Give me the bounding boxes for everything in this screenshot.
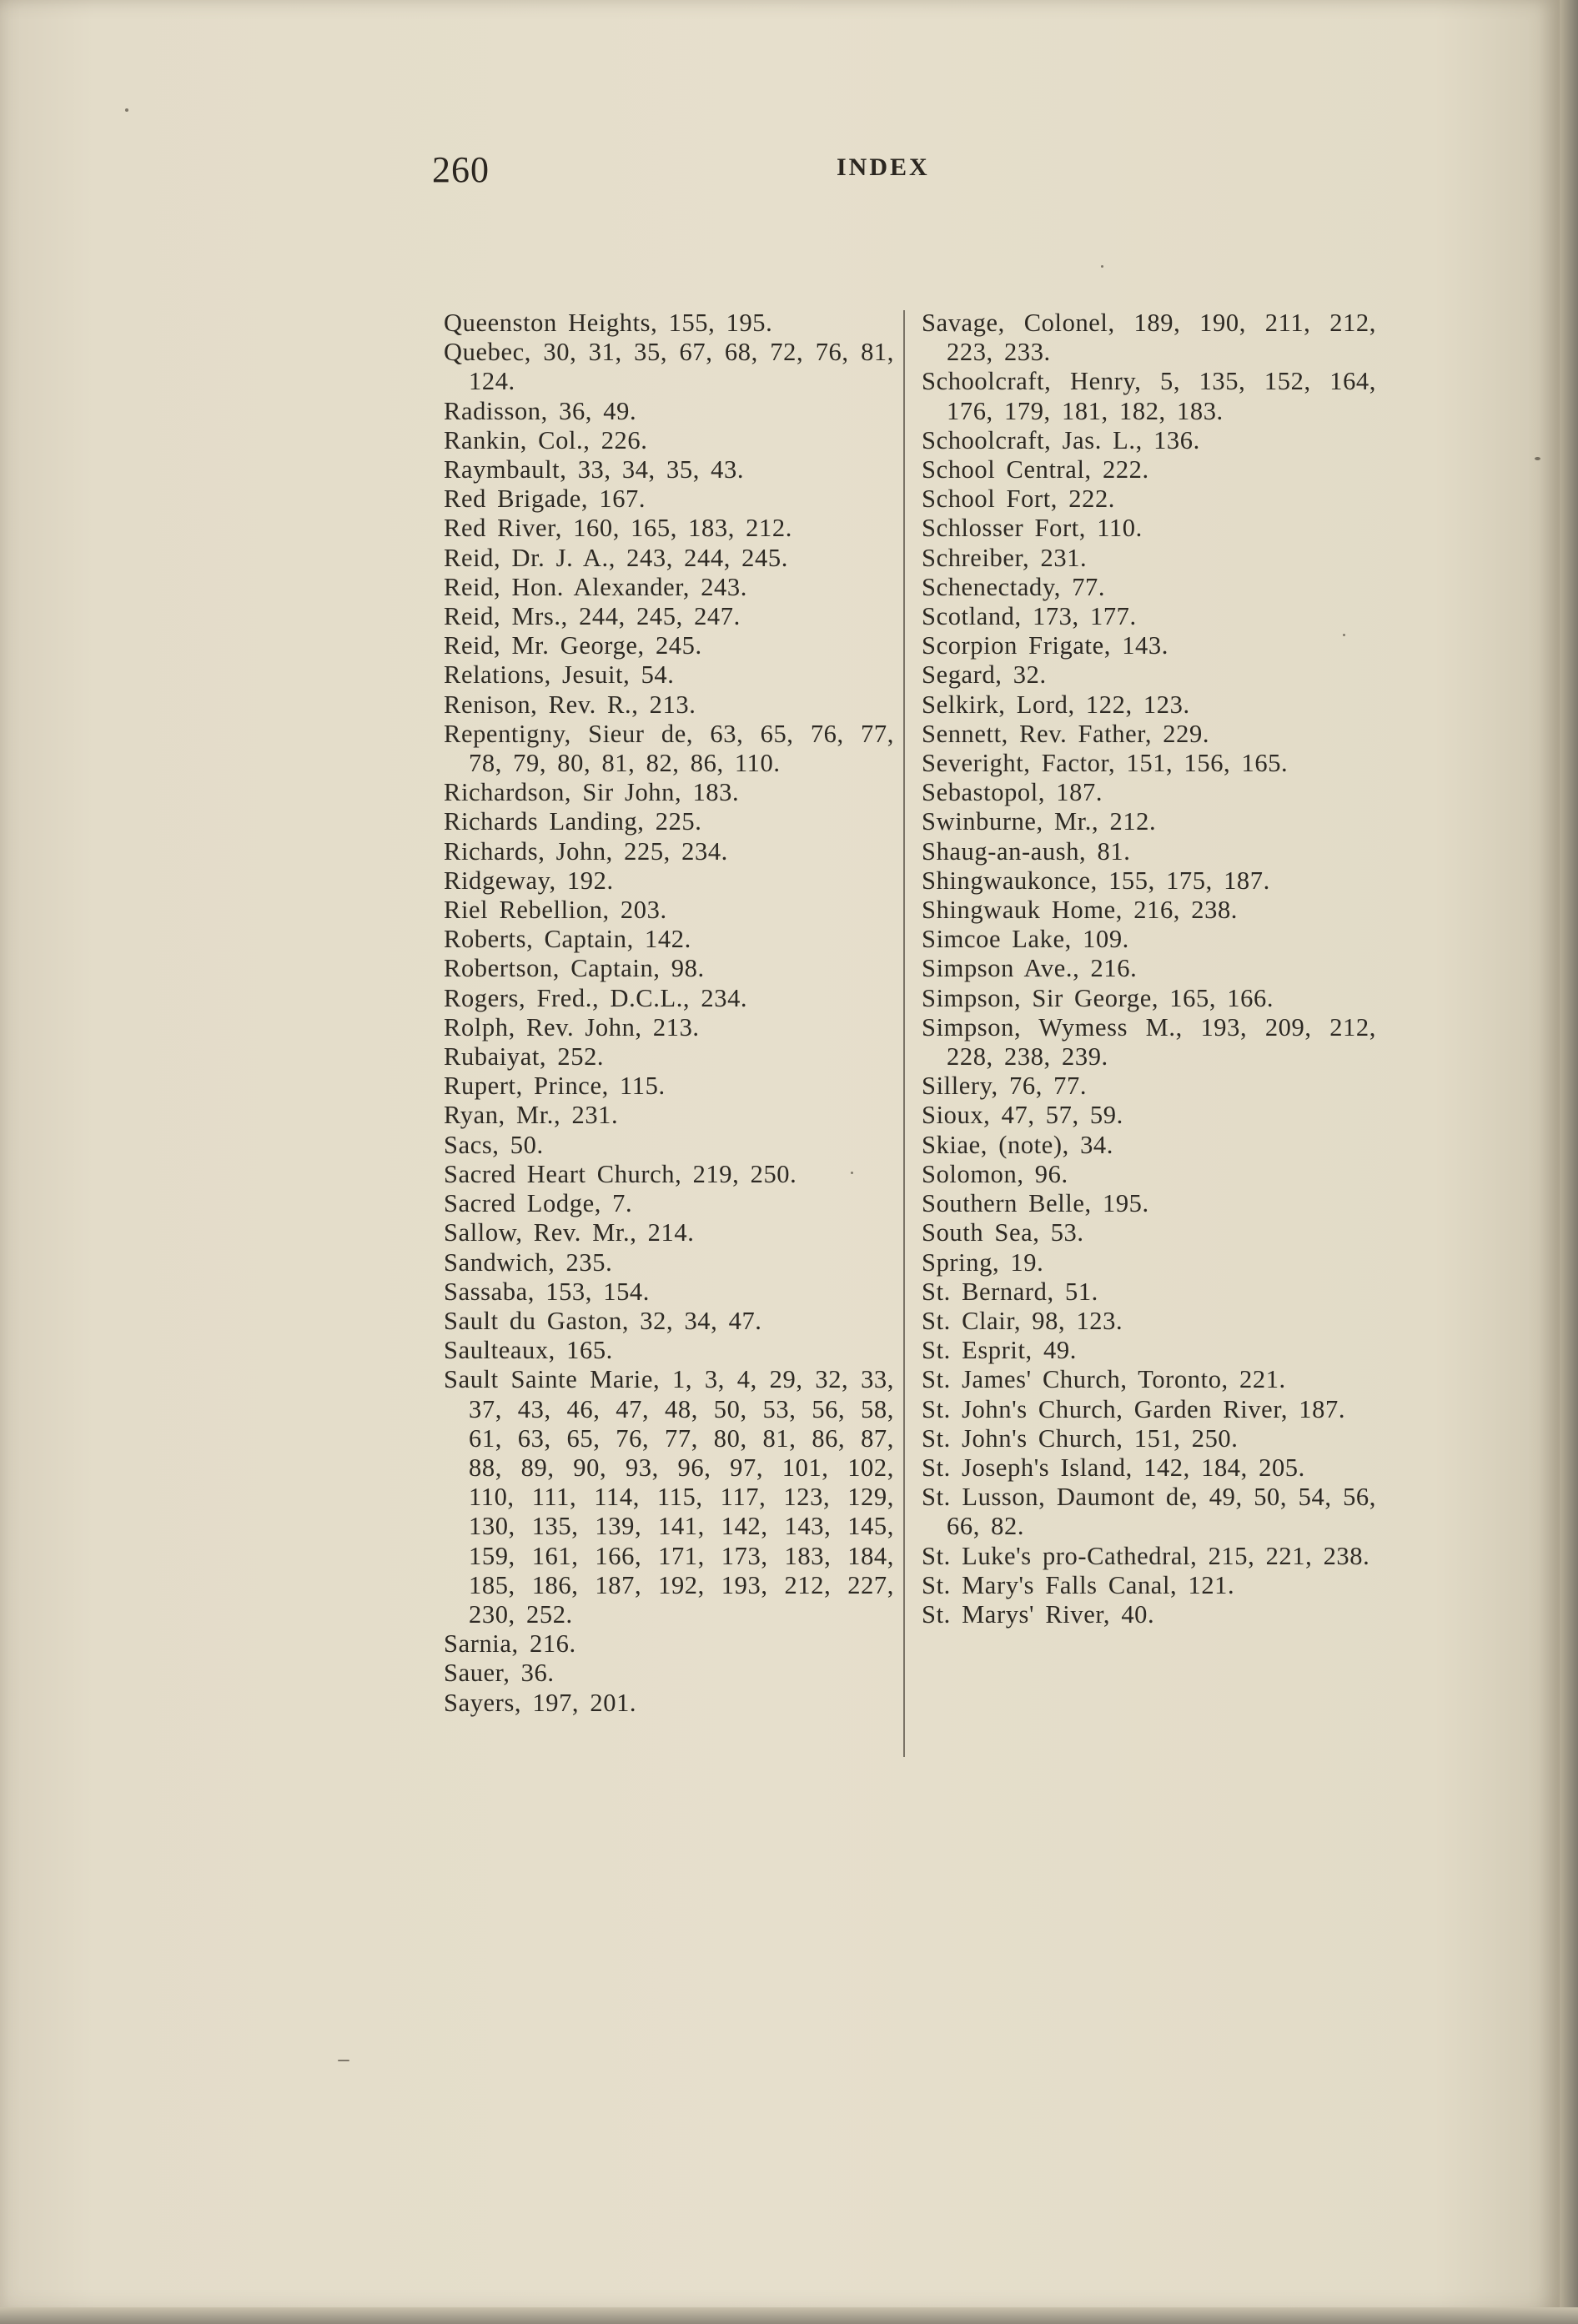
index-entry: Simcoe Lake, 109. [922, 925, 1129, 954]
index-entry: Sayers, 197, 201. [444, 1688, 637, 1717]
index-entry: Repentigny, Sieur de, 63, 65, 76, 77, 78, 79, 80, 81, 82, 86, 110. [444, 719, 894, 778]
index-entry: Ridgeway, 192. [444, 866, 614, 895]
index-entry: Sebastopol, 187. [922, 778, 1103, 807]
index-entry: Richardson, Sir John, 183. [444, 778, 740, 807]
index-entry: School Fort, 222. [922, 484, 1116, 514]
index-entry: Raymbault, 33, 34, 35, 43. [444, 455, 745, 484]
index-entry: Queenston Heights, 155, 195. [444, 309, 773, 337]
index-entry: St. Esprit, 49. [922, 1336, 1077, 1365]
index-entry: Sallow, Rev. Mr., 214. [444, 1218, 695, 1247]
index-entry: Sandwich, 235. [444, 1247, 613, 1277]
index-column-left [444, 309, 894, 1718]
index-entry: Sault Sainte Marie, 1, 3, 4, 29, 32, 33, 37, 43, 46, 47, 48, 50, 53, 56, 58, 61, 63, 65, 76, 77, 80, 81, 86, 87, 88, 89, 90, 93, 96, 97, 101, 102, 110, 111, 114, 115, 117, 123, 129, 130, 135, 139, 141, 142, 143, 145, 159, 161, 166, 171, 173, 183, 184, 185, 186, 187, 192, 193, 212, 227, 230, 252. [444, 1365, 894, 1629]
index-entry: Skiae, (note), 34. [922, 1130, 1114, 1159]
index-entry: St. Lusson, Daumont de, 49, 50, 54, 56, 66, 82. [922, 1483, 1376, 1541]
index-entry: Sacs, 50. [444, 1130, 544, 1159]
index-entry: St. Clair, 98, 123. [922, 1306, 1123, 1335]
index-entry: Sillery, 76, 77. [922, 1072, 1088, 1101]
index-entry: Solomon, 96. [922, 1159, 1068, 1188]
index-entry: Ryan, Mr., 231. [444, 1101, 619, 1130]
index-entry: Reid, Hon. Alexander, 243. [444, 572, 747, 601]
index-entry: Rogers, Fred., D.C.L., 234. [444, 983, 748, 1012]
index-entry: Sault du Gaston, 32, 34, 47. [444, 1306, 762, 1335]
index-entry: Schenectady, 77. [922, 572, 1106, 601]
index-entry: Severight, Factor, 151, 156, 165. [922, 749, 1289, 778]
index-entry: Schoolcraft, Henry, 5, 135, 152, 164, 176, 179, 181, 182, 183. [922, 367, 1376, 425]
index-entry: Rankin, Col., 226. [444, 425, 648, 454]
index-entry: School Central, 222. [922, 455, 1149, 484]
index-entry: Sennett, Rev. Father, 229. [922, 719, 1210, 748]
index-entry: St. John's Church, Garden River, 187. [922, 1394, 1346, 1423]
index-entry: St. Marys' River, 40. [922, 1599, 1155, 1629]
index-entry: Saulteaux, 165. [444, 1336, 613, 1365]
page-header [0, 148, 1560, 198]
index-entry: Schlosser Fort, 110. [922, 514, 1143, 543]
index-entry: Radisson, 36, 49. [444, 396, 637, 425]
index-column-right [922, 309, 1376, 1629]
running-head: INDEX [837, 153, 930, 181]
index-entry: St. Bernard, 51. [922, 1277, 1098, 1306]
index-entry: Segard, 32. [922, 660, 1047, 690]
index-entry: St. Mary's Falls Canal, 121. [922, 1570, 1235, 1599]
index-entry: Simpson Ave., 216. [922, 954, 1138, 983]
index-entry: Reid, Dr. J. A., 243, 244, 245. [444, 543, 788, 572]
paper-speck [1535, 457, 1540, 460]
index-entry: Schreiber, 231. [922, 543, 1088, 572]
index-entry: Scorpion Frigate, 143. [922, 631, 1168, 660]
index-entry: Quebec, 30, 31, 35, 67, 68, 72, 76, 81, 124. [444, 338, 894, 396]
index-entry: Savage, Colonel, 189, 190, 211, 212, 223, 233. [922, 309, 1376, 367]
index-entry: Rolph, Rev. John, 213. [444, 1012, 700, 1042]
index-entry: Shingwauk Home, 216, 238. [922, 896, 1239, 925]
index-entry: Roberts, Captain, 142. [444, 925, 691, 954]
index-entry: Red River, 160, 165, 183, 212. [444, 514, 792, 543]
index-entry: Schoolcraft, Jas. L., 136. [922, 425, 1200, 454]
index-entry: Sacred Heart Church, 219, 250. [444, 1159, 797, 1188]
index-entry: Sassaba, 153, 154. [444, 1277, 650, 1306]
column-divider [903, 310, 905, 1757]
page-bottom-edge [0, 2307, 1578, 2324]
index-entry: Riel Rebellion, 203. [444, 896, 667, 925]
index-entry: Spring, 19. [922, 1247, 1044, 1277]
paper-speck [1101, 265, 1103, 268]
index-entry: St. Luke's pro-Cathedral, 215, 221, 238. [922, 1541, 1370, 1570]
index-entry: Simpson, Wymess M., 193, 209, 212, 228, 238, 239. [922, 1012, 1376, 1072]
index-entry: Robertson, Captain, 98. [444, 954, 705, 983]
index-entry: Shingwaukonce, 155, 175, 187. [922, 866, 1270, 895]
index-entry: Sarnia, 216. [444, 1629, 576, 1659]
index-entry: Relations, Jesuit, 54. [444, 660, 675, 690]
paper-speck [338, 2060, 349, 2061]
index-entry: Sauer, 36. [444, 1659, 555, 1688]
index-entry: Southern Belle, 195. [922, 1189, 1149, 1218]
index-entry: St. James' Church, Toronto, 221. [922, 1365, 1286, 1394]
index-entry: Simpson, Sir George, 165, 166. [922, 983, 1274, 1012]
index-entry: Selkirk, Lord, 122, 123. [922, 690, 1190, 719]
index-entry: St. Joseph's Island, 142, 184, 205. [922, 1453, 1305, 1482]
index-entry: South Sea, 53. [922, 1218, 1084, 1247]
index-entry: Reid, Mrs., 244, 245, 247. [444, 602, 741, 631]
index-entry: Swinburne, Mr., 212. [922, 807, 1157, 836]
index-entry: Sacred Lodge, 7. [444, 1189, 633, 1218]
index-entry: Red Brigade, 167. [444, 484, 646, 514]
index-entry: Rubaiyat, 252. [444, 1042, 605, 1072]
index-entry: Rupert, Prince, 115. [444, 1072, 666, 1101]
index-entry: Richards Landing, 225. [444, 807, 702, 836]
index-entry: St. John's Church, 151, 250. [922, 1423, 1239, 1453]
page-edge-shadow [1560, 0, 1578, 2324]
index-entry: Richards, John, 225, 234. [444, 836, 728, 866]
index-entry: Scotland, 173, 177. [922, 602, 1137, 631]
index-entry: Renison, Rev. R., 213. [444, 690, 696, 719]
index-entry: Reid, Mr. George, 245. [444, 631, 702, 660]
index-entry: Shaug-an-aush, 81. [922, 836, 1131, 866]
index-entry: Sioux, 47, 57, 59. [922, 1101, 1123, 1130]
paper-speck [125, 108, 128, 112]
page-number: 260 [432, 149, 490, 190]
